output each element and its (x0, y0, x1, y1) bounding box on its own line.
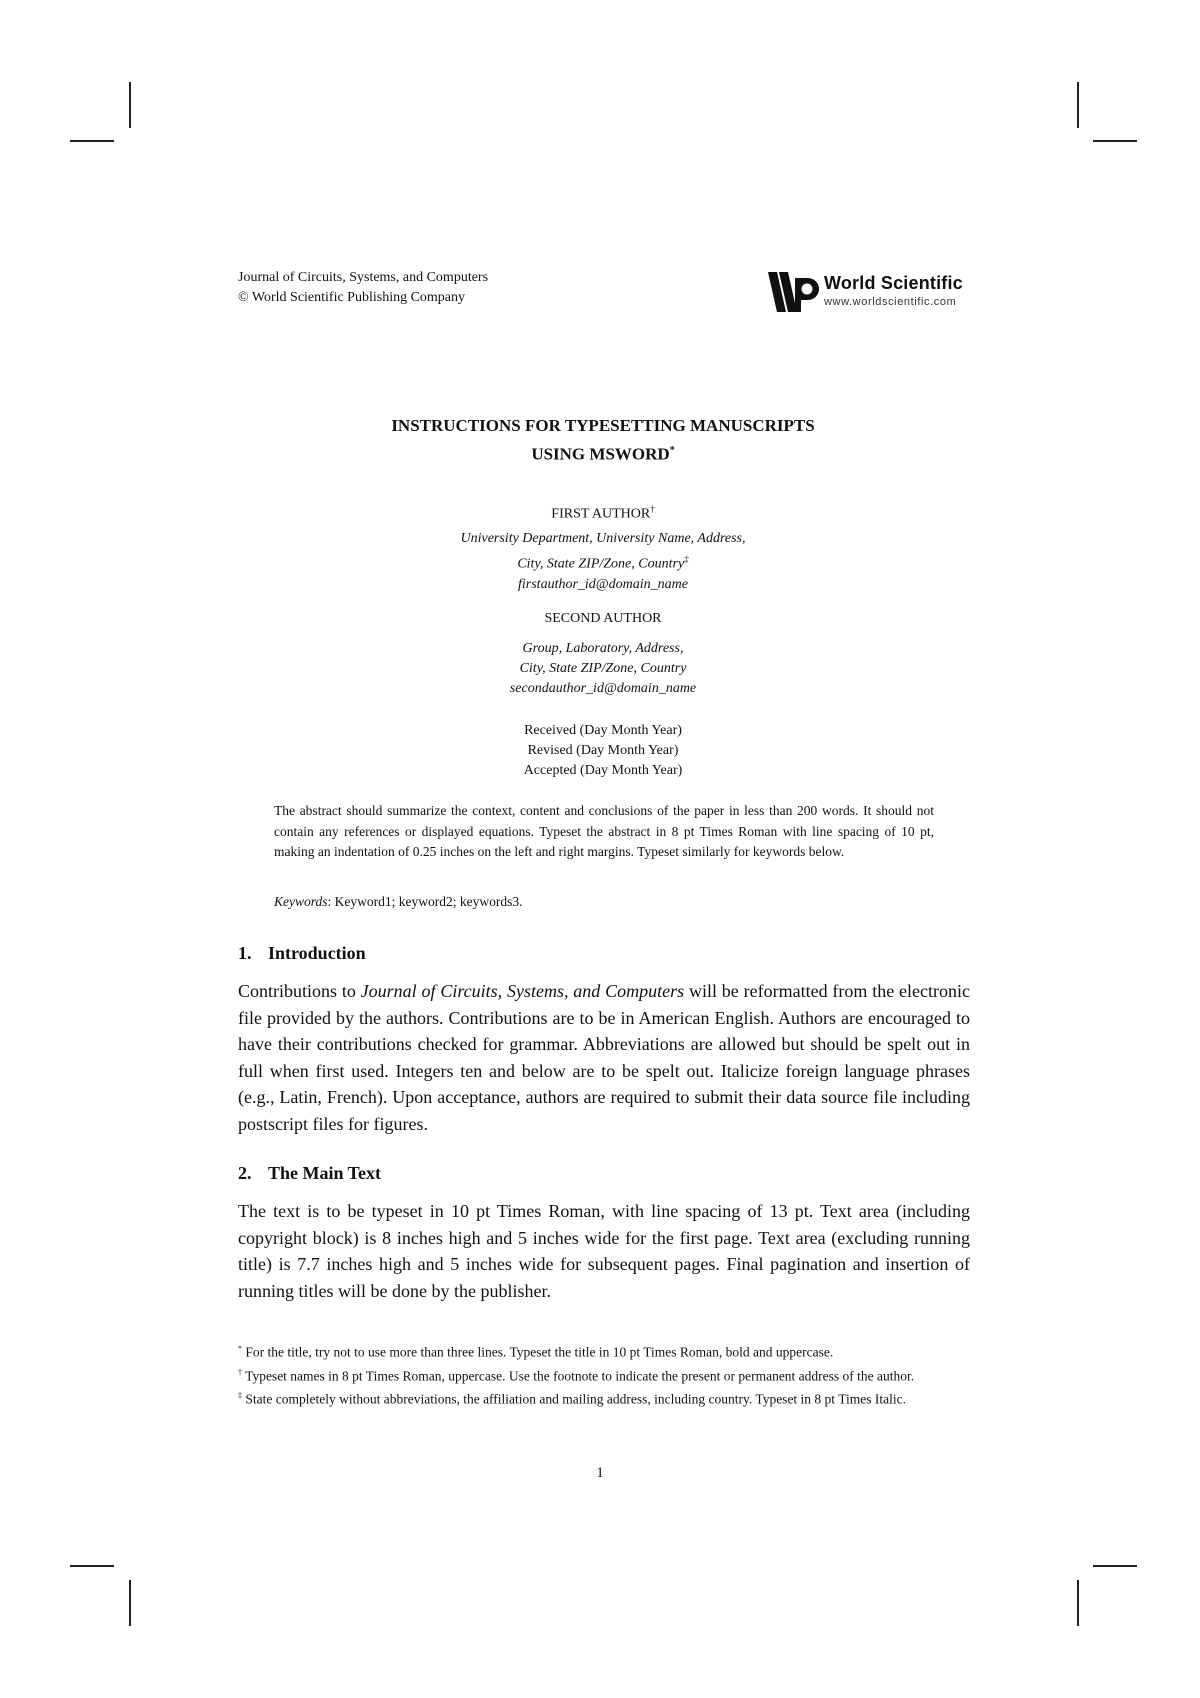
footnote: † Typeset names in 8 pt Times Roman, uppercase. Use the footnote to indicate the present or permanent address of the author. (238, 1367, 915, 1383)
crop-mark (129, 1580, 131, 1626)
title-line-1: INSTRUCTIONS FOR TYPESETTING MANUSCRIPTS (391, 416, 815, 435)
keywords-value: : Keyword1; keyword2; keywords3. (327, 894, 523, 909)
crop-mark (129, 82, 131, 128)
crop-mark (1093, 140, 1137, 142)
author-affiliation: University Department, University Name, Address, City, State ZIP/Zone, Country‡ firstauthor_id@domain_name (238, 529, 968, 595)
footnotes (238, 1339, 970, 1410)
manuscript-dates (238, 721, 968, 781)
section-title: Introduction (268, 943, 366, 963)
section-heading (238, 941, 366, 965)
crop-mark (70, 140, 114, 142)
journal-name: Journal of Circuits, Systems, and Computers (238, 270, 489, 285)
abstract: The abstract should summarize the context, content and conclusions of the paper in less than 200 words. It should not contain any references or displayed equations. Typeset the abstract in 8 pt Times Roman with line spacing of 10 pt, making an indentation of 0.25 inches on the left and right margins. Typeset similarly for keywords below. (274, 803, 934, 859)
logo-url: www.worldscientific.com (824, 296, 957, 308)
crop-mark (1077, 82, 1079, 128)
section-title: The Main Text (268, 1163, 382, 1183)
publisher-logo (768, 268, 968, 316)
revised-date: Revised (Day Month Year) (527, 743, 679, 758)
author-footnote-mark: † (650, 504, 655, 514)
crop-mark (70, 1565, 114, 1567)
footnote-mark: † (238, 1367, 242, 1377)
section-heading (238, 1161, 381, 1185)
crop-mark (1077, 1580, 1079, 1626)
page-number: 1 (596, 1465, 604, 1481)
logo-name: World Scientific (824, 273, 963, 293)
crop-mark (1093, 1565, 1137, 1567)
keywords-label: Keywords (274, 894, 328, 909)
copyright-line: © World Scientific Publishing Company (238, 290, 466, 305)
accepted-date: Accepted (Day Month Year) (523, 763, 683, 778)
section-number: 1. (238, 943, 252, 963)
journal-header (238, 268, 488, 308)
section-body: Contributions to Journal of Circuits, Systems, and Computers will be reformatted from the electronic file provided by the authors. Contributions are to be in American English. Authors are encouraged to have their contributions checked for grammar. Abbreviations are allowed but should be spelt out in full when first used. Integers ten and below are to be spelt out. Italicize foreign language phrases (e.g., Latin, French). Upon acceptance, authors are required to submit their data source file including postscript files for figures. (238, 981, 970, 1134)
title-line-2: USING MSWORD (531, 444, 670, 464)
world-scientific-logo-icon (768, 268, 822, 316)
author-name: FIRST AUTHOR† (551, 504, 655, 522)
author-email: firstauthor_id@domain_name (518, 576, 688, 592)
title-footnote-mark: * (669, 445, 675, 456)
journal-name-italic: Journal of Circuits, Systems, and Computers (360, 981, 685, 1001)
received-date: Received (Day Month Year) (524, 723, 682, 738)
footnote: ‡ State completely without abbreviations, the affiliation and mailing address, including country. Typeset in 8 pt Times Italic. (238, 1391, 906, 1407)
section-number: 2. (238, 1163, 252, 1183)
footnote-mark: ‡ (238, 1391, 242, 1400)
section-body: The text is to be typeset in 10 pt Times Roman, with line spacing of 13 pt. Text area (including copyright block) is 8 inches high and 5 inches wide for the first page. Text area (excluding running title) is 7.7 inches high and 5 inches wide for subsequent pages. Final pagination and insertion of running titles will be done by the publisher. (238, 1201, 970, 1301)
footnote-mark: * (238, 1344, 242, 1353)
keywords (274, 892, 934, 912)
paper-title (238, 413, 968, 467)
affiliation-footnote-mark: ‡ (684, 554, 689, 564)
footnote: * For the title, try not to use more than three lines. Typeset the title in 10 pt Times Roman, bold and uppercase. (238, 1344, 834, 1360)
author-name: SECOND AUTHOR (544, 611, 662, 626)
author-affiliation: Group, Laboratory, Address, City, State ZIP/Zone, Country secondauthor_id@domain_name (238, 639, 968, 699)
author-email: secondauthor_id@domain_name (509, 681, 697, 696)
